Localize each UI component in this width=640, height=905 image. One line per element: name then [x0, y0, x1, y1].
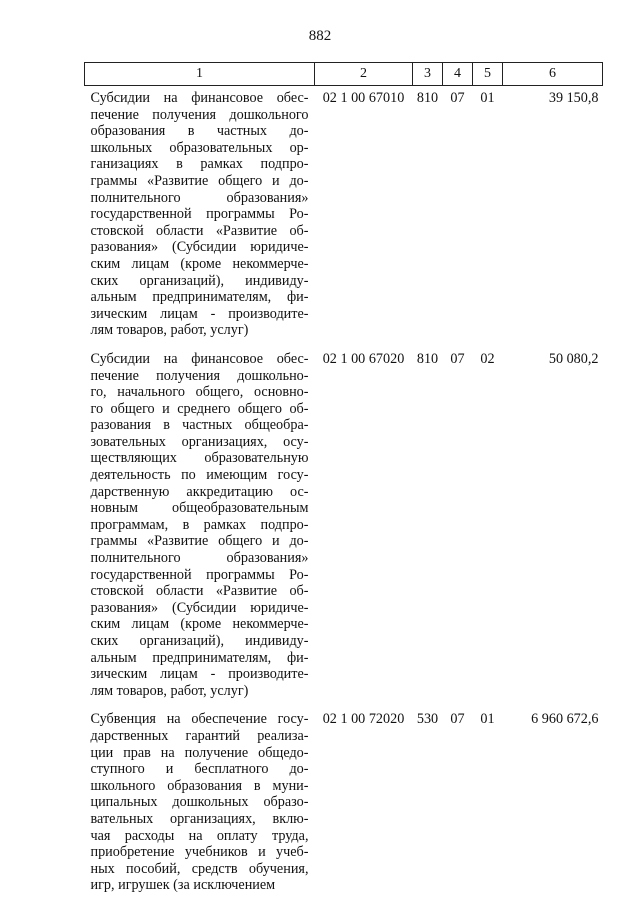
row-col-5: 01 — [480, 711, 495, 728]
row-amount: 6 960 672,6 — [531, 711, 599, 728]
description-line: полнительного образования» — [90, 550, 309, 567]
description-line: зическим лицам - производите- — [90, 666, 309, 683]
row-code: 02 1 00 67010 — [322, 90, 405, 106]
description-line: дарственных гарантий реализа- — [90, 727, 309, 744]
description-line: государственной программы Ро- — [90, 206, 309, 223]
description-line: разования» (Субсидии юридиче- — [90, 599, 309, 616]
row-code: 02 1 00 72020 — [322, 711, 405, 728]
description-line: ганизациях в рамках подпро- — [90, 156, 309, 173]
row-col-4: 07 — [450, 350, 465, 367]
description-line: го, начального общего, основно- — [90, 384, 309, 401]
row-amount: 39 150,8 — [548, 90, 599, 106]
table-body — [85, 86, 603, 902]
description-line: ных пособий, средств обучения, — [90, 860, 309, 877]
description-line: стовской области «Развитие об- — [90, 583, 309, 600]
description-line: деятельность по имеющим госу- — [90, 467, 309, 484]
row-col-3: 810 — [416, 90, 439, 106]
description-line: ских организаций), индивиду- — [90, 633, 309, 649]
column-header-1: 1 — [85, 63, 315, 86]
row-code: 02 1 00 67020 — [322, 350, 405, 367]
description-line: ществляющих образовательную — [90, 450, 309, 467]
description-line: ции прав на получение общедо- — [90, 744, 309, 761]
description-line: дарственную аккредитацию ос- — [90, 483, 309, 500]
row-col-3: 530 — [416, 711, 439, 728]
column-header-3: 3 — [413, 63, 443, 86]
description-line: альным предпринимателям, фи- — [90, 649, 309, 666]
description-line: ским лицам (кроме некоммерче- — [90, 616, 309, 633]
description-line: ципальных дошкольных образо- — [90, 794, 309, 811]
description-line: игр, игрушек (за исключением — [90, 877, 276, 894]
description-line: Субсидии на финансовое обес- — [90, 90, 309, 106]
description-line: Субвенция на обеспечение госу- — [90, 711, 309, 728]
description-line: лям товаров, работ, услуг) — [90, 322, 249, 339]
table-row — [85, 347, 603, 707]
row-description — [85, 86, 315, 347]
description-line: полнительного образования» — [90, 189, 309, 206]
row-amount: 50 080,2 — [548, 350, 599, 367]
description-line: школьных образовательных ор- — [90, 139, 309, 156]
row-description — [85, 707, 315, 902]
description-line: новным общеобразовательным — [90, 500, 309, 517]
description-line: печение получения дошкольно- — [90, 367, 309, 384]
column-header-6: 6 — [503, 63, 603, 86]
description-line: печение получения дошкольного — [90, 106, 309, 123]
table-header — [85, 63, 603, 86]
column-header-5: 5 — [473, 63, 503, 86]
description-line: зовательных организациях, осу- — [90, 433, 309, 450]
column-header-2: 2 — [315, 63, 413, 86]
header-row — [85, 63, 603, 86]
row-col-5: 02 — [480, 350, 495, 367]
description-line: школьного образования в муни- — [90, 777, 309, 794]
description-line: разования» (Субсидии юридиче- — [90, 239, 309, 256]
description-line: вательных организациях, вклю- — [90, 810, 309, 827]
description-line: ским лицам (кроме некоммерче- — [90, 255, 309, 272]
description-line: образования в частных до- — [90, 123, 309, 140]
description-line: го общего и среднего общего об- — [90, 400, 309, 417]
description-line: приобретение учебников и учеб- — [90, 844, 309, 861]
description-line: лям товаров, работ, услуг) — [90, 682, 249, 699]
page-number: 882 — [308, 28, 332, 44]
row-description — [85, 347, 315, 707]
description-line: граммы «Развитие общего и до- — [90, 172, 309, 189]
row-col-4: 07 — [450, 711, 465, 728]
row-col-4: 07 — [450, 90, 465, 106]
row-col-3: 810 — [416, 350, 439, 367]
table-row — [85, 86, 603, 347]
table-row — [85, 707, 603, 902]
description-line: ступного и бесплатного до- — [90, 761, 309, 778]
column-header-4: 4 — [443, 63, 473, 86]
budget-table — [84, 62, 603, 902]
description-line: Субсидии на финансовое обес- — [90, 350, 309, 367]
description-line: чая расходы на оплату труда, — [90, 827, 309, 844]
description-line: разования в частных общеобра- — [90, 417, 309, 434]
description-line: альным предпринимателям, фи- — [90, 289, 309, 306]
description-line: программам, в рамках подпро- — [90, 516, 309, 533]
description-line: государственной программы Ро- — [90, 566, 309, 583]
row-col-5: 01 — [480, 90, 495, 106]
description-line: граммы «Развитие общего и до- — [90, 533, 309, 550]
description-line: зическим лицам - производите- — [90, 305, 309, 322]
description-line: ских организаций), индивиду- — [90, 272, 309, 289]
description-line: стовской области «Развитие об- — [90, 222, 309, 239]
